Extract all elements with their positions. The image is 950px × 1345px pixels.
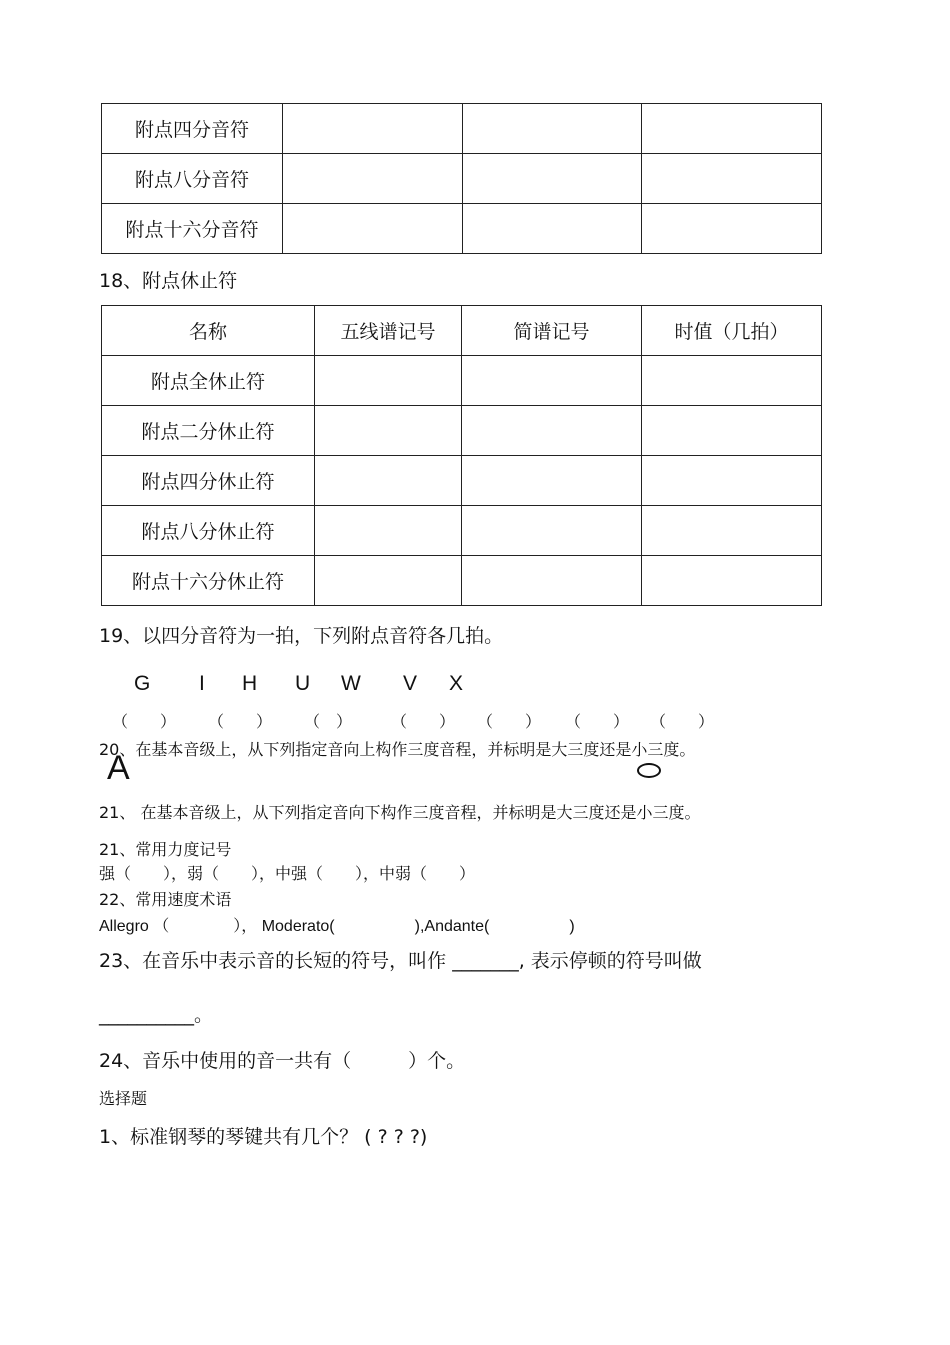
staff-cell[interactable] [315,506,462,556]
duration-cell[interactable] [642,104,822,154]
duration-cell[interactable] [642,406,822,456]
jianpu-cell[interactable] [462,406,642,456]
jianpu-cell[interactable] [462,456,642,506]
row-name: 附点全休止符 [102,356,315,406]
staff-cell[interactable] [315,556,462,606]
table-row [102,506,822,556]
staff-cell[interactable] [315,356,462,406]
answer-blank[interactable]: （ ） [565,712,630,731]
dotted-rest-table [101,305,822,606]
row-name: 附点四分音符 [102,104,283,154]
tempo-line: Allegro （ ）， Moderato( ),Andante( ) [99,918,575,935]
duration-cell[interactable] [642,204,822,254]
note-letter-a: A [107,749,130,787]
row-name: 附点八分音符 [102,154,283,204]
row-name: 附点八分休止符 [102,506,315,556]
question-23-line1: 23、在音乐中表示音的长短的符号，叫作 _______, 表示停顿的符号叫做 [99,950,702,972]
table-row [102,154,822,204]
staff-cell[interactable] [315,406,462,456]
row-name: 附点二分休止符 [102,406,315,456]
header-duration: 时值（几拍） [642,306,822,356]
answer-blank[interactable]: （ ） [477,712,542,731]
duration-cell[interactable] [642,456,822,506]
duration-cell[interactable] [642,154,822,204]
question-19-title: 19、以四分音符为一拍，下列附点音符各几拍。 [99,625,504,647]
section-title: 选择题 [99,1089,148,1108]
answer-blank[interactable]: （ ） [650,712,715,731]
answer-blank[interactable]: （ ） [304,712,353,731]
staff-cell[interactable] [283,154,463,204]
duration-cell[interactable] [642,506,822,556]
table-header-row [102,306,822,356]
note-glyph: W [341,672,361,695]
note-glyph: G [134,672,151,695]
jianpu-cell[interactable] [462,506,642,556]
row-name: 附点十六分音符 [102,204,283,254]
staff-cell[interactable] [315,456,462,506]
question-23-line2: __________。 [99,1004,214,1026]
table-row [102,406,822,456]
table-row [102,104,822,154]
duration-cell[interactable] [642,556,822,606]
jianpu-cell[interactable] [462,356,642,406]
jianpu-cell[interactable] [463,104,642,154]
answer-blank[interactable]: （ ） [112,712,177,731]
dynamics-line: 强（ ），弱（ ），中强（ ），中弱（ ） [99,864,476,883]
header-name: 名称 [102,306,315,356]
question-24-line: 24、音乐中使用的音一共有（ ）个。 [99,1050,466,1072]
question-18-title: 18、附点休止符 [99,270,238,292]
header-staff: 五线谱记号 [315,306,462,356]
note-glyph: V [403,672,418,695]
row-name: 附点十六分休止符 [102,556,315,606]
table-row [102,456,822,506]
row-name: 附点四分休止符 [102,456,315,506]
duration-cell[interactable] [642,356,822,406]
whole-note-icon [637,763,661,778]
note-glyph: U [295,672,311,695]
header-jianpu: 简谱记号 [462,306,642,356]
answer-blank[interactable]: （ ） [391,712,456,731]
jianpu-cell[interactable] [463,204,642,254]
note-value-table-continued [101,103,822,254]
jianpu-cell[interactable] [463,154,642,204]
tempo-title: 22、常用速度术语 [99,890,232,909]
jianpu-cell[interactable] [462,556,642,606]
table-row [102,356,822,406]
note-glyph: H [242,672,258,695]
note-glyph: X [449,672,464,695]
note-glyph: I [199,672,205,695]
table-row [102,204,822,254]
table-row [102,556,822,606]
staff-cell[interactable] [283,104,463,154]
question-21-title: 21、 在基本音级上，从下列指定音向下构作三度音程，并标明是大三度还是小三度。 [99,803,701,822]
choice-question-1: 1、标准钢琴的琴键共有几个？ ( ? ? ?) [99,1126,428,1148]
answer-blank[interactable]: （ ） [208,712,273,731]
dynamics-title: 21、常用力度记号 [99,840,232,859]
staff-cell[interactable] [283,204,463,254]
question-20-title: 20、在基本音级上，从下列指定音向上构作三度音程，并标明是大三度还是小三度。 [99,740,696,759]
